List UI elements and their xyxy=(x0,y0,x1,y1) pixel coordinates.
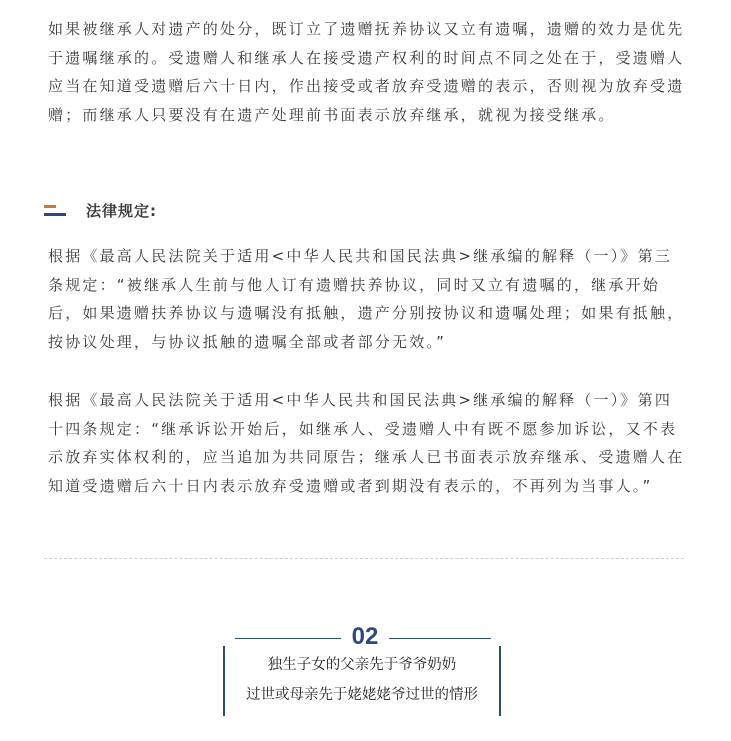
frame-side xyxy=(223,646,225,716)
law-section-title: 法律规定: xyxy=(86,201,157,220)
law-section-heading xyxy=(44,198,157,222)
paragraph-article-3: 根据《最高人民法院关于适用<中华人民共和国民法典>继承编的解释（一）》第三条规定：“被继承人生前与他人订有遗赠扶养协议，同时又立有遗嘱的，继承开始后，如果遗赠扶养协议与遗嘱没有抵触，遗产分别按协议和遗嘱处理；如果有抵触，按协议处理，与协议抵触的遗嘱全部或者部分无效。” xyxy=(48,247,685,351)
section-title-line-2: 过世或母亲先于姥姥姥爷过世的情形 xyxy=(246,687,478,703)
section-marker-icon xyxy=(44,203,68,217)
frame-line xyxy=(235,638,341,639)
frame-line xyxy=(389,638,491,639)
paragraph-testament-priority: 如果被继承人对遗产的处分，既订立了遗赠抚养协议又立有遗嘱，遗赠的效力是优先于遗嘱继承的。受遗赠人和继承人在接受遗产权利的时间点不同之处在于，受遗赠人应当在知道受遗赠后六十日内，作出接受或者放弃受遗赠的表示，否则视为放弃受遗赠；而继承人只要没有在遗产处理前书面表示放弃继承，就视为接受继承。 xyxy=(48,20,685,124)
dashed-divider xyxy=(44,558,684,559)
section-title-line-1: 独生子女的父亲先于爷爷奶奶 xyxy=(267,657,457,673)
next-section-header xyxy=(223,620,503,720)
section-number: 02 xyxy=(351,623,379,650)
section-title xyxy=(233,650,491,710)
frame-side xyxy=(499,646,501,716)
paragraph-article-44: 根据《最高人民法院关于适用<中华人民共和国民法典>继承编的解释（一）》第四十四条规定：“继承诉讼开始后，如继承人、受遗赠人中有既不愿参加诉讼，又不表示放弃实体权利的，应当追加为共同原告；继承人已书面表示放弃继承、受遗赠人在知道受遗赠后六十日内表示放弃受遗赠或者到期没有表示的，不再列为当事人。” xyxy=(48,391,685,495)
